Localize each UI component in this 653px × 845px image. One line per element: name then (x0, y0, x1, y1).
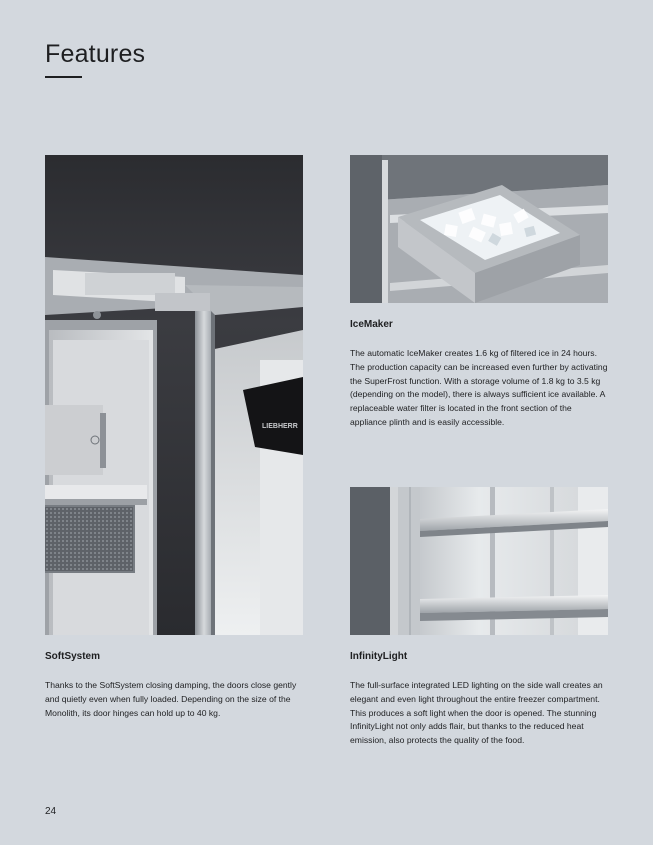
page-title: Features (45, 40, 146, 68)
infinitylight-photo (350, 487, 608, 635)
icemaker-heading: IceMaker (350, 319, 393, 330)
infinitylight-description: The full-surface integrated LED lighting on the side wall creates an elegant and even light throughout the entire freezer compartment. This produces a soft light when the door is opened. The stunning InfinityLight not only adds flair, but thanks to the reduced heat emission, also protects the quality of the food. (350, 680, 603, 746)
softsystem-heading: SoftSystem (45, 651, 101, 662)
icemaker-description: The automatic IceMaker creates 1.6 kg of filtered ice in 24 hours. The production capacity can be increased even further by activating the SuperFrost function. With a storage volume of 1.8 kg to 3.5 kg (depending on the model), there is always sufficient ice available. A replaceable water filter is located in the front section of the appliance plinth and is easily accessible. (350, 348, 608, 427)
softsystem-description: Thanks to the SoftSystem closing damping, the doors close gently and quietly even when fully loaded. Depending on the size of the Monolith, its door hinges can hold up to 40 kg. (45, 680, 297, 718)
title-underline (45, 76, 82, 78)
page-number: 24 (45, 806, 57, 817)
infinitylight-heading: InfinityLight (350, 651, 408, 662)
softsystem-photo (45, 155, 303, 635)
brand-logo-text: LIEBHERR (262, 423, 298, 430)
icemaker-photo (350, 155, 608, 303)
